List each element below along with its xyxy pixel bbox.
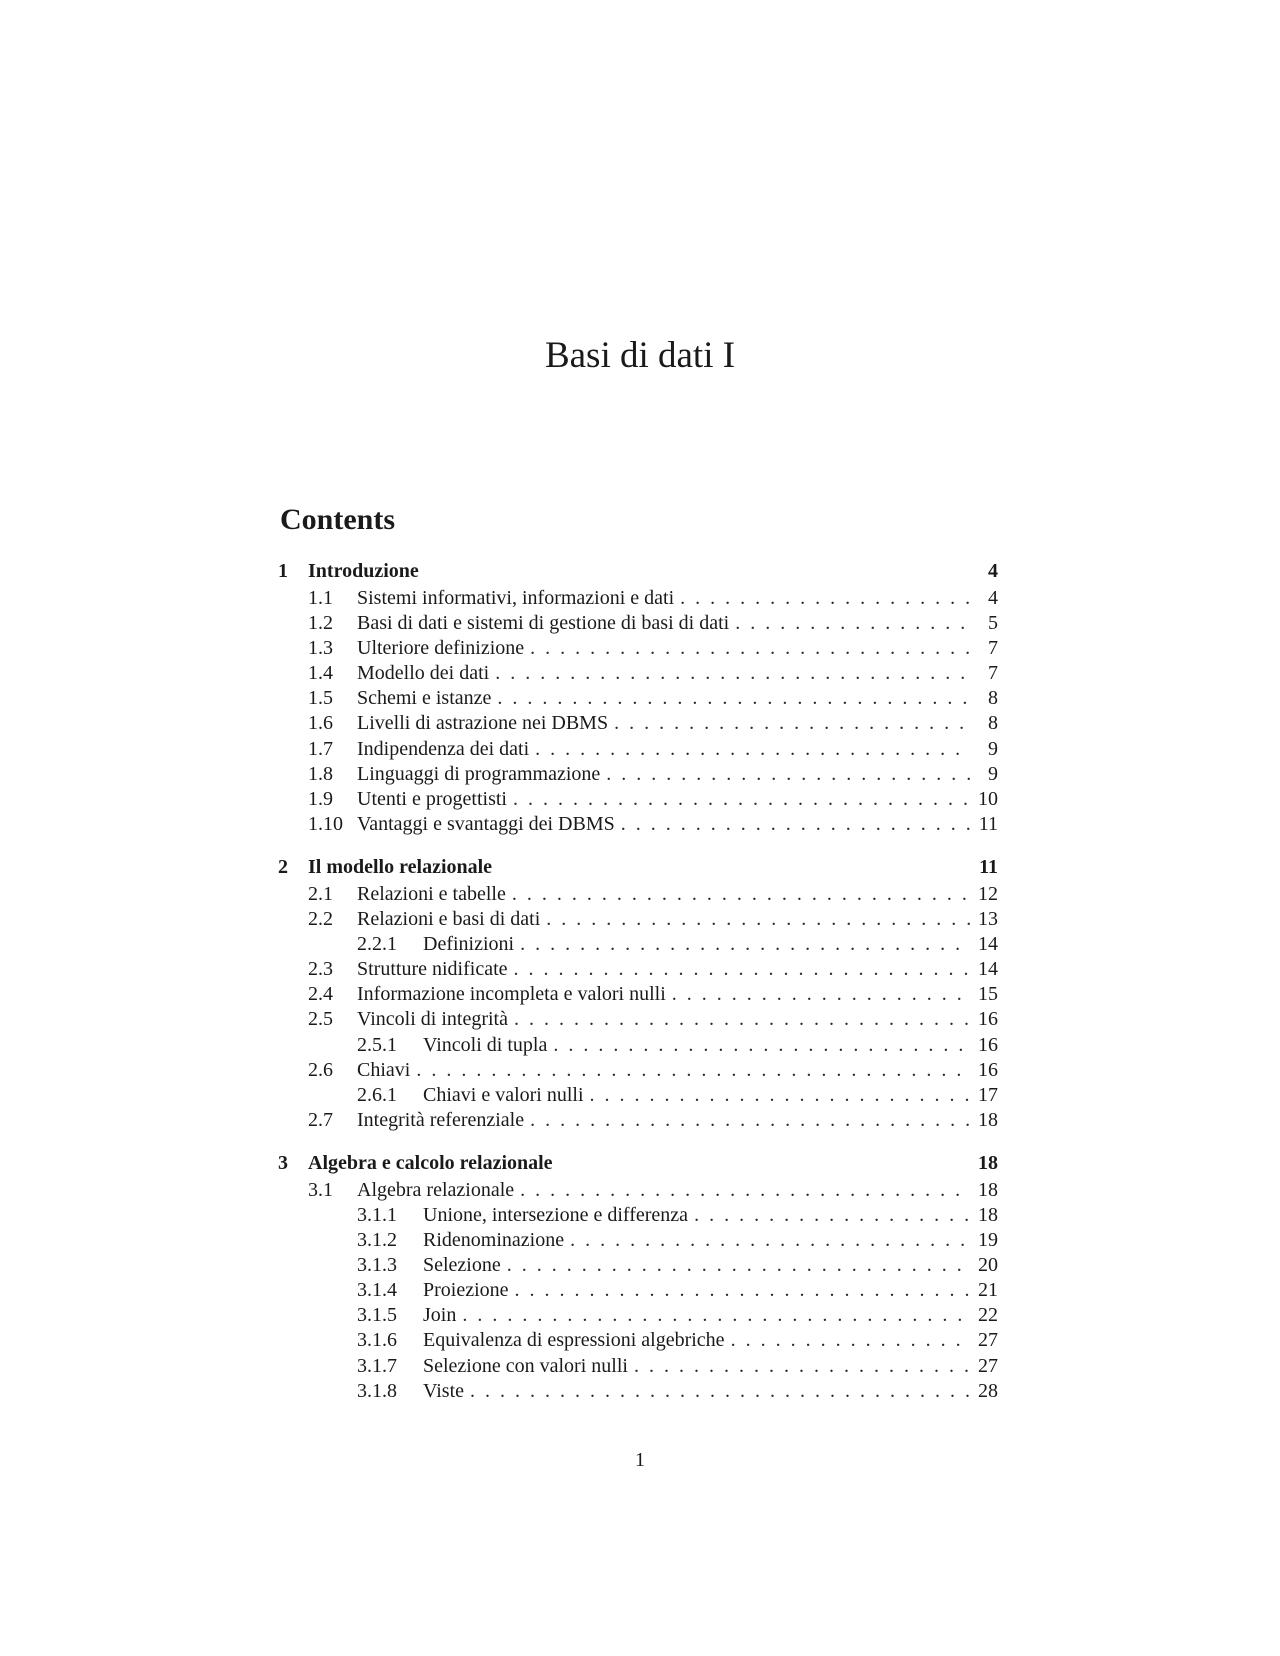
toc-entry-page: 14 <box>978 933 998 956</box>
toc-entry-page: 18 <box>978 1178 998 1201</box>
toc-subsection-entry[interactable] <box>278 1084 998 1109</box>
toc-chapter-page: 4 <box>988 560 998 582</box>
toc-dot-leader <box>553 1034 970 1057</box>
toc-entry-number: 2.4 <box>308 983 333 1006</box>
toc-dot-leader <box>513 788 970 811</box>
toc-dot-leader <box>535 738 970 761</box>
toc-entry-number: 1.2 <box>308 612 333 635</box>
toc-entry-page: 17 <box>978 1083 998 1106</box>
toc-chapter-title: Introduzione <box>308 560 419 582</box>
toc-dot-leader <box>514 958 970 981</box>
page-number: 1 <box>635 1449 645 1471</box>
toc-dot-leader <box>606 763 970 786</box>
toc-section-entry[interactable] <box>278 908 998 933</box>
toc-entry-title: Relazioni e basi di dati <box>357 908 541 931</box>
toc-entry-number: 1.3 <box>308 637 333 660</box>
document-title: Basi di dati I <box>544 335 736 376</box>
toc-entry-title: Join <box>423 1304 457 1327</box>
toc-entry-page: 8 <box>988 712 998 735</box>
toc-subsection-entry[interactable] <box>278 1229 998 1254</box>
toc-entry-page: 27 <box>978 1329 998 1352</box>
toc-chapter-number: 3 <box>278 1151 288 1174</box>
toc-chapter-page: 18 <box>978 1151 998 1174</box>
toc-entry-page: 18 <box>978 1203 998 1226</box>
toc-section-entry[interactable] <box>278 788 998 813</box>
toc-entry-title: Equivalenza di espressioni algebriche <box>423 1329 725 1352</box>
toc-dot-leader <box>470 1380 970 1403</box>
toc-entry-number: 3.1.4 <box>357 1279 397 1302</box>
toc-entry-page: 12 <box>978 882 998 905</box>
toc-entry-title: Vantaggi e svantaggi dei DBMS <box>357 812 615 835</box>
toc-dot-leader <box>462 1304 970 1327</box>
toc-chapter-entry[interactable] <box>278 560 998 587</box>
toc-chapter-title: Il modello relazionale <box>308 855 493 878</box>
toc-entry-page: 5 <box>988 612 998 635</box>
toc-entry-title: Livelli di astrazione nei DBMS <box>357 712 609 735</box>
toc-entry-number: 3.1.1 <box>357 1203 397 1226</box>
toc-entry-page: 16 <box>978 1058 998 1081</box>
toc-entry-page: 14 <box>978 958 998 981</box>
toc-chapter-number: 1 <box>278 560 288 582</box>
toc-dot-leader <box>672 983 970 1006</box>
toc-section-entry[interactable] <box>278 1179 998 1204</box>
toc-section-entry[interactable] <box>278 738 998 763</box>
toc-section-entry[interactable] <box>278 813 998 838</box>
toc-entry-title: Informazione incompleta e valori nulli <box>357 983 666 1006</box>
toc-chapter <box>278 856 998 1134</box>
toc-subsection-entry[interactable] <box>278 1254 998 1279</box>
toc-dot-leader <box>515 1279 970 1302</box>
toc-entry-title: Ridenominazione <box>423 1229 565 1252</box>
toc-entry-title: Definizioni <box>423 933 515 956</box>
toc-entry-title: Integrità referenziale <box>357 1108 525 1131</box>
toc-section-entry[interactable] <box>278 637 998 662</box>
toc-dot-leader <box>570 1229 970 1252</box>
toc-entry-number: 2.5 <box>308 1008 333 1031</box>
toc-entry-number: 1.6 <box>308 712 333 735</box>
toc-entry-page: 13 <box>978 908 998 931</box>
toc-entry-number: 2.6 <box>308 1058 333 1081</box>
toc-dot-leader <box>495 662 970 685</box>
toc-dot-leader <box>416 1059 970 1082</box>
toc-entry-title: Proiezione <box>423 1279 509 1302</box>
toc-entry-page: 10 <box>978 787 998 810</box>
toc-entry-number: 2.2.1 <box>357 933 397 956</box>
toc-entry-page: 19 <box>978 1229 998 1252</box>
toc-entry-number: 3.1.7 <box>357 1354 397 1377</box>
table-of-contents <box>278 560 998 1423</box>
toc-entry-number: 3.1 <box>308 1178 333 1201</box>
toc-entry-number: 3.1.2 <box>357 1229 397 1252</box>
toc-entry-number: 1.8 <box>308 762 333 785</box>
toc-dot-leader <box>530 637 970 660</box>
toc-entry-title: Unione, intersezione e differenza <box>423 1203 689 1226</box>
toc-dot-leader <box>634 1355 970 1378</box>
toc-entry-number: 1.10 <box>308 812 343 835</box>
toc-entry-number: 1.7 <box>308 737 333 760</box>
toc-entry-number: 1.9 <box>308 787 333 810</box>
toc-section-entry[interactable] <box>278 612 998 637</box>
toc-dot-leader <box>514 1008 970 1031</box>
toc-entry-page: 27 <box>978 1354 998 1377</box>
toc-subsection-entry[interactable] <box>278 933 998 958</box>
toc-dot-leader <box>621 813 970 836</box>
toc-section-entry[interactable] <box>278 1059 998 1084</box>
toc-entry-page: 4 <box>988 587 998 609</box>
toc-dot-leader <box>520 1179 970 1202</box>
toc-entry-page: 9 <box>988 762 998 785</box>
toc-entry-page: 11 <box>978 812 998 835</box>
toc-entry-title: Basi di dati e sistemi di gestione di basi di dati <box>357 612 730 635</box>
toc-section-entry[interactable] <box>278 687 998 712</box>
toc-entry-page: 22 <box>978 1304 998 1327</box>
toc-dot-leader <box>520 933 970 956</box>
toc-entry-page: 9 <box>988 737 998 760</box>
toc-entry-number: 2.6.1 <box>357 1083 397 1106</box>
toc-entry-page: 16 <box>978 1033 998 1056</box>
toc-subsection-entry[interactable] <box>278 1380 998 1405</box>
contents-heading: Contents <box>280 503 396 536</box>
toc-entry-number: 3.1.5 <box>357 1304 397 1327</box>
toc-entry-number: 2.3 <box>308 958 333 981</box>
toc-entry-number: 1.5 <box>308 687 333 710</box>
toc-section-entry[interactable] <box>278 763 998 788</box>
toc-entry-number: 3.1.3 <box>357 1254 397 1277</box>
toc-entry-number: 1.4 <box>308 662 333 685</box>
toc-dot-leader <box>546 908 970 931</box>
toc-entry-number: 2.5.1 <box>357 1033 397 1056</box>
toc-subsection-entry[interactable] <box>278 1304 998 1329</box>
toc-dot-leader <box>680 587 970 610</box>
toc-entry-title: Ulteriore definizione <box>357 637 525 660</box>
toc-chapter-page: 11 <box>979 855 998 878</box>
toc-subsection-entry[interactable] <box>278 1355 998 1380</box>
toc-entry-title: Vincoli di integrità <box>357 1008 508 1031</box>
toc-entry-title: Vincoli di tupla <box>423 1033 548 1056</box>
toc-dot-leader <box>735 612 970 635</box>
toc-dot-leader <box>507 1254 970 1277</box>
toc-entry-number: 2.7 <box>308 1108 333 1131</box>
toc-dot-leader <box>731 1329 970 1352</box>
toc-dot-leader <box>590 1084 970 1107</box>
toc-section-entry[interactable] <box>278 1109 998 1134</box>
toc-entry-title: Sistemi informativi, informazioni e dati <box>357 587 675 609</box>
toc-entry-title: Strutture nidificate <box>357 958 508 981</box>
toc-subsection-entry[interactable] <box>278 1279 998 1304</box>
toc-entry-title: Modello dei dati <box>357 662 490 685</box>
toc-subsection-entry[interactable] <box>278 1204 998 1229</box>
toc-entry-number: 3.1.8 <box>357 1379 397 1402</box>
toc-entry-page: 18 <box>978 1108 998 1131</box>
toc-section-entry[interactable] <box>278 712 998 737</box>
toc-chapter-number: 2 <box>278 855 288 878</box>
toc-section-entry[interactable] <box>278 958 998 983</box>
toc-dot-leader <box>614 712 970 735</box>
toc-entry-page: 20 <box>978 1254 998 1277</box>
toc-entry-page: 16 <box>978 1008 998 1031</box>
toc-dot-leader <box>497 687 970 710</box>
toc-section-entry[interactable] <box>278 587 998 612</box>
toc-dot-leader <box>530 1109 970 1132</box>
toc-entry-title: Schemi e istanze <box>357 687 492 710</box>
toc-section-entry[interactable] <box>278 983 998 1008</box>
toc-entry-page: 7 <box>988 637 998 660</box>
toc-entry-number: 3.1.6 <box>357 1329 397 1352</box>
toc-entry-number: 1.1 <box>308 587 333 609</box>
toc-entry-title: Linguaggi di programmazione <box>357 762 601 785</box>
toc-subsection-entry[interactable] <box>278 1329 998 1354</box>
toc-subsection-entry[interactable] <box>278 1034 998 1059</box>
toc-entry-title: Selezione <box>423 1254 501 1277</box>
toc-entry-title: Viste <box>423 1379 465 1402</box>
toc-entry-page: 15 <box>978 983 998 1006</box>
toc-section-entry[interactable] <box>278 662 998 687</box>
toc-dot-leader <box>512 883 970 906</box>
toc-dot-leader <box>694 1204 970 1227</box>
toc-section-entry[interactable] <box>278 883 998 908</box>
toc-entry-page: 28 <box>978 1379 998 1402</box>
toc-entry-title: Utenti e progettisti <box>357 787 507 810</box>
toc-entry-title: Indipendenza dei dati <box>357 737 530 760</box>
toc-entry-title: Relazioni e tabelle <box>357 882 506 905</box>
toc-chapter <box>278 1152 998 1405</box>
toc-chapter-title: Algebra e calcolo relazionale <box>308 1151 553 1174</box>
toc-entry-title: Selezione con valori nulli <box>423 1354 628 1377</box>
toc-entry-page: 8 <box>988 687 998 710</box>
toc-entry-page: 21 <box>978 1279 998 1302</box>
toc-entry-number: 2.2 <box>308 908 333 931</box>
toc-chapter-entry[interactable] <box>278 1152 998 1179</box>
toc-entry-title: Chiavi <box>357 1058 411 1081</box>
toc-entry-number: 2.1 <box>308 882 333 905</box>
toc-chapter <box>278 560 998 838</box>
toc-chapter-entry[interactable] <box>278 856 998 883</box>
toc-entry-title: Chiavi e valori nulli <box>423 1083 584 1106</box>
toc-entry-title: Algebra relazionale <box>357 1178 515 1201</box>
toc-entry-page: 7 <box>988 662 998 685</box>
toc-section-entry[interactable] <box>278 1008 998 1033</box>
